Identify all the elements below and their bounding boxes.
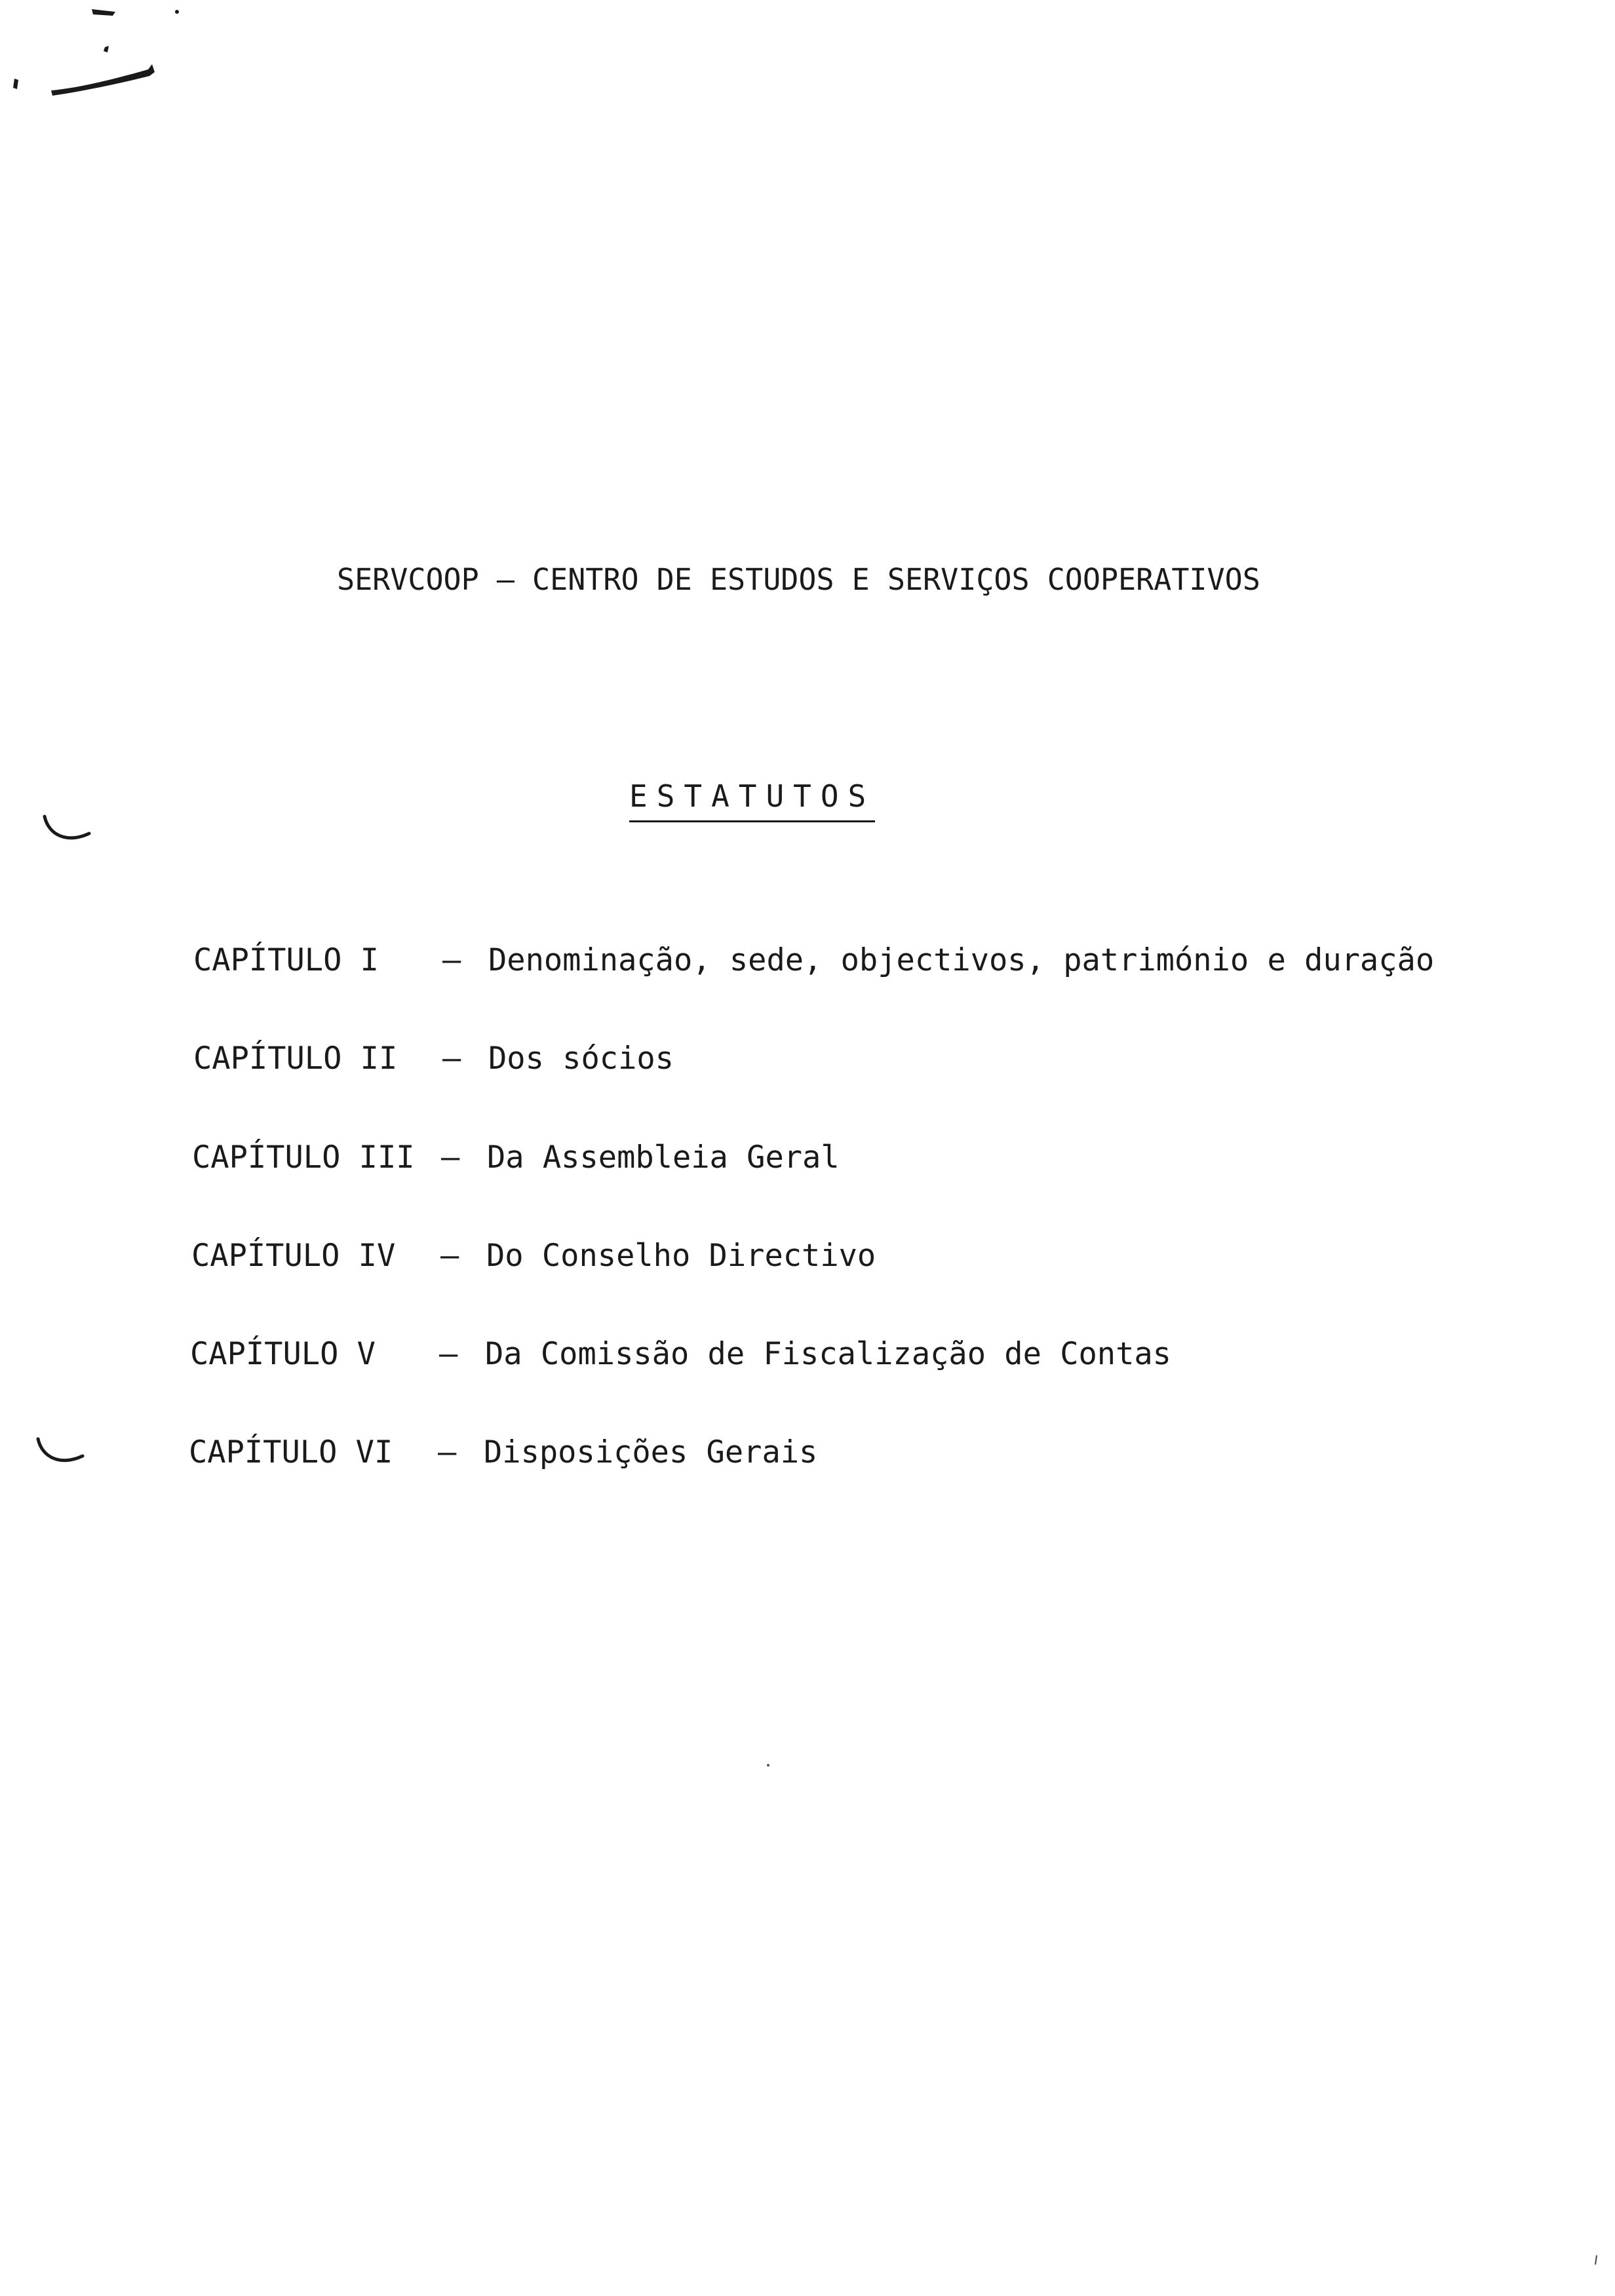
chapter-label: CAPÍTULO IV	[191, 1238, 396, 1274]
chapter-label: CAPÍTULO VI	[189, 1434, 393, 1470]
chapter-label: CAPÍTULO I	[193, 942, 379, 978]
chapter-description: Disposições Gerais	[484, 1434, 818, 1470]
chapter-label: CAPÍTULO II	[193, 1041, 398, 1077]
chapter-description: Dos sócios	[488, 1041, 674, 1077]
binding-hole-mark-lower	[33, 1435, 92, 1474]
chapter-dash: —	[440, 1238, 459, 1274]
binding-hole-mark-upper	[39, 813, 98, 852]
chapter-description: Do Conselho Directivo	[486, 1238, 876, 1274]
speck-mark	[1593, 2254, 1599, 2267]
chapter-label: CAPÍTULO III	[192, 1139, 415, 1176]
chapter-label: CAPÍTULO V	[190, 1336, 376, 1372]
chapter-dash: —	[438, 1434, 457, 1470]
chapter-description: Denominação, sede, objectivos, património e duração	[488, 942, 1435, 978]
chapter-dash: —	[442, 942, 461, 978]
chapter-description: Da Assembleia Geral	[487, 1139, 840, 1176]
document-title: ESTATUTOS	[629, 781, 875, 822]
chapter-description: Da Comissão de Fiscalização de Contas	[485, 1336, 1171, 1372]
chapter-dash: —	[439, 1336, 458, 1372]
ink-smudge-mark	[0, 0, 197, 118]
speck-mark	[766, 1763, 771, 1768]
organization-heading: SERVCOOP — CENTRO DE ESTUDOS E SERVIÇOS COOPERATIVOS	[337, 562, 1260, 597]
chapter-dash: —	[442, 1041, 461, 1077]
chapter-dash: —	[441, 1139, 460, 1176]
